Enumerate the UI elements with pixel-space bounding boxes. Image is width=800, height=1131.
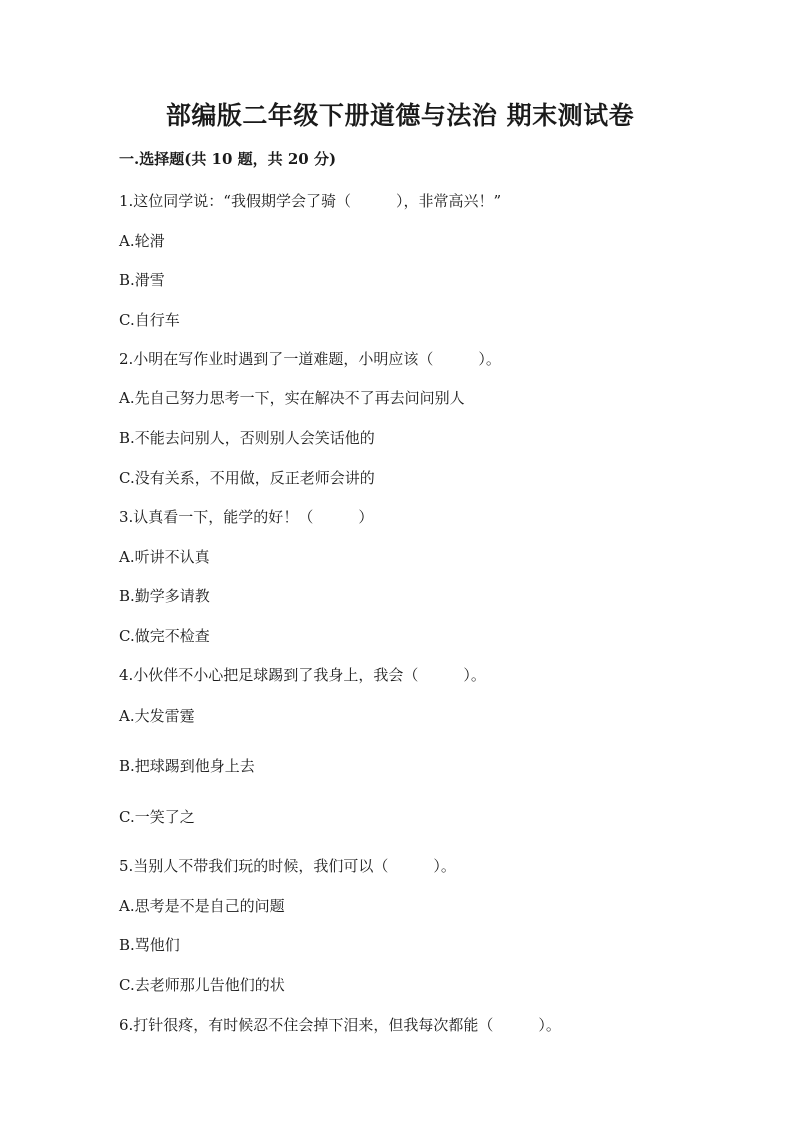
question-6-stem: 6.打针很疼，有时候忍不住会掉下泪来，但我每次都能（ ）。	[119, 1016, 561, 1034]
question-2-stem: 2.小明在写作业时遇到了一道难题，小明应该（ ）。	[119, 350, 501, 368]
question-5-option-a: A.思考是不是自己的问题	[119, 897, 285, 915]
question-4-stem: 4.小伙伴不小心把足球踢到了我身上，我会（ ）。	[119, 666, 486, 684]
question-3-stem: 3.认真看一下，能学的好！（ ）	[119, 508, 374, 526]
question-3-option-a: A.听讲不认真	[119, 548, 210, 566]
question-3-option-b: B.勤学多请教	[119, 587, 210, 605]
question-5-stem: 5.当别人不带我们玩的时候，我们可以（ ）。	[119, 857, 456, 875]
question-2-option-c: C.没有关系，不用做，反正老师会讲的	[119, 469, 375, 487]
question-5-option-b: B.骂他们	[119, 936, 180, 954]
question-4-option-b: B.把球踢到他身上去	[119, 757, 255, 775]
question-4-option-a: A.大发雷霆	[119, 707, 195, 725]
question-1-option-a: A.轮滑	[119, 232, 165, 250]
question-3-option-c: C.做完不检查	[119, 627, 210, 645]
question-1-stem: 1.这位同学说：“我假期学会了骑（ ），非常高兴！”	[119, 192, 502, 210]
section-heading: 一.选择题(共 10 题，共 20 分)	[119, 150, 337, 168]
question-1-option-b: B.滑雪	[119, 271, 165, 289]
question-4-option-c: C.一笑了之	[119, 808, 195, 826]
page-title: 部编版二年级下册道德与法治 期末测试卷	[165, 101, 635, 130]
question-1-option-c: C.自行车	[119, 311, 180, 329]
question-5-option-c: C.去老师那儿告他们的状	[119, 976, 285, 994]
question-2-option-b: B.不能去问别人，否则别人会笑话他的	[119, 429, 375, 447]
question-2-option-a: A.先自己努力思考一下，实在解决不了再去问问别人	[119, 389, 465, 407]
